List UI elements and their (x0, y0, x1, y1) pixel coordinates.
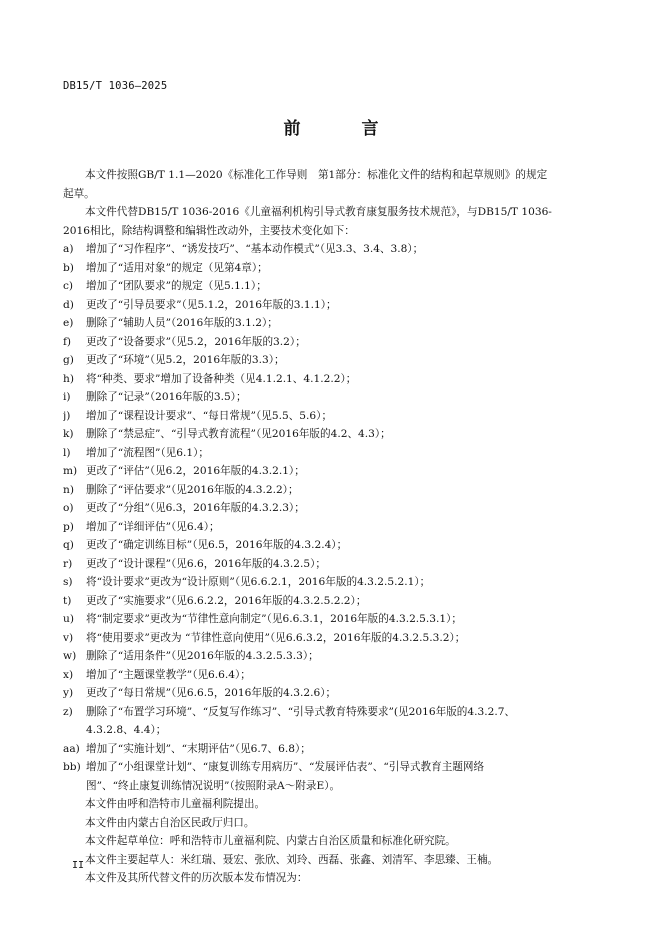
change-item (63, 462, 596, 481)
change-item (63, 240, 596, 259)
change-item-text: 删除了“适用条件”（见2016年版的4.3.2.5.3.3）； (86, 650, 319, 662)
change-item (63, 629, 596, 648)
change-item-text: 将“种类、要求”增加了设备种类（见4.1.2.1、4.1.2.2）； (86, 372, 357, 385)
change-item (63, 333, 596, 352)
document-code: DB15/T 1036—2025 (63, 80, 168, 92)
change-item-label: i) (63, 391, 71, 403)
change-item-text: 增加了“实施计划”、“末期评估”（见6.7、6.8）； (86, 742, 311, 755)
change-item (63, 296, 596, 315)
paragraph-line: 本文件代替DB15/T 1036-2016《儿童福利机构引导式教育康复服务技术规范》，与DB15/T 1036- (85, 206, 552, 218)
change-item-label: bb) (63, 761, 81, 773)
change-item (63, 740, 596, 759)
change-item (63, 684, 596, 703)
change-item-label: c) (63, 280, 74, 292)
change-item-text: 更改了“设备要求”（见5.2，2016年版的3.2）； (86, 335, 306, 348)
change-item-label: j) (63, 409, 71, 422)
change-list (63, 240, 596, 795)
paragraph-line: 起草。 (63, 187, 95, 200)
change-item-text: 增加了“适用对象”的规定（见第4章）； (86, 261, 268, 274)
change-item (63, 518, 596, 537)
change-item-text: 增加了“课程设计要求”、“每日常规”（见5.5、5.6）； (86, 409, 333, 422)
change-item (63, 499, 596, 518)
change-item-text: 删除了“记录”（2016年版的3.5）； (86, 391, 247, 403)
change-item-text: 更改了“评估”（见6.2，2016年版的4.3.2.1）； (86, 465, 305, 477)
change-item-text: 更改了“实施要求”（见6.6.2.2，2016年版的4.3.2.5.2.2）； (86, 594, 367, 607)
paragraph-line: 本文件由内蒙古自治区民政厅归口。 (85, 816, 255, 829)
change-item-text: 更改了“引导员要求”（见5.1.2，2016年版的3.1.1）； (86, 298, 337, 311)
change-item-label: q) (63, 539, 74, 551)
change-item-continuation: 4.3.2.8、4.4）； (86, 724, 167, 736)
change-item-label: u) (63, 613, 74, 625)
change-item (63, 259, 596, 278)
change-item-label: f) (63, 335, 72, 348)
change-item-text: 更改了“分组”（见6.3，2016年版的4.3.2.3）； (86, 502, 305, 514)
change-item (63, 370, 596, 389)
change-item-label: z) (63, 705, 73, 718)
change-item-text: 将“使用要求”更改为 “节律性意向使用”（见6.6.3.2，2016年版的4.3.2.5.3.2）； (86, 631, 466, 644)
change-item (63, 277, 596, 296)
change-item-label: m) (63, 465, 78, 477)
change-item-text: 更改了“确定训练目标”（见6.5，2016年版的4.3.2.4）； (86, 539, 348, 551)
change-item (63, 314, 596, 333)
change-item (63, 647, 596, 666)
paragraph-line: 本文件由呼和浩特市儿童福利院提出。 (85, 798, 266, 810)
change-item (63, 536, 596, 555)
change-item (63, 425, 596, 444)
change-item-text: 删除了“辅助人员”（2016年版的3.1.2）； (86, 317, 278, 329)
change-item-label: w) (63, 650, 77, 662)
page-number: II (72, 860, 85, 871)
change-item-label: b) (63, 261, 74, 274)
change-item (63, 407, 596, 426)
change-item-label: k) (63, 428, 74, 440)
change-item-label: n) (63, 483, 74, 496)
page-title: 前 言 (283, 119, 401, 139)
change-item-label: d) (63, 298, 74, 311)
change-item (63, 592, 596, 611)
change-item-label: r) (63, 557, 73, 570)
change-item-label: y) (63, 687, 74, 699)
change-item-label: o) (63, 502, 74, 514)
change-item (63, 481, 596, 500)
change-item-label: e) (63, 317, 74, 329)
change-item-text: 将“设计要求”更改为“设计原则”（见6.6.2.1，2016年版的4.3.2.5.2.1）； (86, 576, 431, 588)
change-item (63, 444, 596, 463)
change-item-label: aa) (63, 742, 80, 755)
change-item (63, 758, 596, 777)
paragraph-line: 2016相比，除结构调整和编辑性改动外，主要技术变化如下： (63, 224, 355, 237)
change-item-text: 增加了“团队要求”的规定（见5.1.1）； (86, 280, 267, 292)
paragraph-line: 本文件按照GB/T 1.1—2020《标准化工作导则 第1部分：标准化文件的结构和起草规则》的规定 (85, 169, 548, 181)
paragraph-line: 本文件起草单位：呼和浩特市儿童福利院、内蒙古自治区质量和标准化研究院。 (85, 835, 456, 847)
change-item-text: 更改了“环境”（见5.2，2016年版的3.3）； (86, 354, 285, 366)
change-item-label: t) (63, 594, 72, 607)
change-item-text: 增加了“详细评估”（见6.4）； (86, 520, 220, 533)
change-item-label: p) (63, 520, 74, 533)
change-item (63, 388, 596, 407)
change-item (63, 555, 596, 574)
change-item-label: h) (63, 372, 74, 385)
change-item (63, 666, 596, 685)
change-item (63, 351, 596, 370)
change-item (63, 573, 596, 592)
change-item-text: 增加了“习作程序”、“诱发技巧”、“基本动作模式”（见3.3、3.4、3.8）； (86, 243, 424, 255)
change-item (63, 703, 596, 722)
change-item-label: l) (63, 446, 71, 459)
paragraph-line: 本文件主要起草人：米红瑞、聂宏、张欣、刘玲、西磊、张鑫、刘清军、李思臻、王楠。 (85, 853, 499, 866)
change-item-label: s) (63, 576, 73, 588)
change-item-label: a) (63, 243, 74, 255)
change-item-text: 增加了“小组课堂计划”、“康复训练专用病历”、“发展评估表”、“引导式教育主题网络 (86, 761, 485, 773)
change-item-label: x) (63, 668, 74, 681)
paragraph-line: 本文件及其所代替文件的历次版本发布情况为： (85, 872, 308, 884)
change-item-text: 删除了“禁忌症”、“引导式教育流程”（见2016年版的4.2、4.3）； (86, 428, 391, 440)
change-item-text: 删除了“评估要求”（见2016年版的4.3.2.2）； (86, 483, 299, 496)
foreword-body (63, 166, 596, 888)
change-item-text: 更改了“设计课程”（见6.6，2016年版的4.3.2.5）； (86, 557, 327, 570)
change-item-text: 增加了“流程图”（见6.1）； (86, 446, 210, 459)
change-item-text: 将“制定要求”更改为“节律性意向制定”（见6.6.3.1，2016年版的4.3.2.5.3.1）； (86, 613, 463, 625)
change-item-continuation: 图”、“终止康复训练情况说明”（按照附录A～附录E）。 (86, 779, 341, 792)
change-item-label: g) (63, 354, 74, 366)
change-item (63, 610, 596, 629)
change-item-text: 更改了“每日常规”（见6.6.5，2016年版的4.3.2.6）； (86, 687, 337, 699)
change-item-text: 增加了“主题课堂教学”（见6.6.4）； (86, 668, 251, 681)
change-item-label: v) (63, 631, 74, 644)
change-item-text: 删除了“布置学习环境”、“反复写作练习”、“引导式教育特殊要求”(见2016年版的4.3.2.7、 (86, 705, 516, 718)
